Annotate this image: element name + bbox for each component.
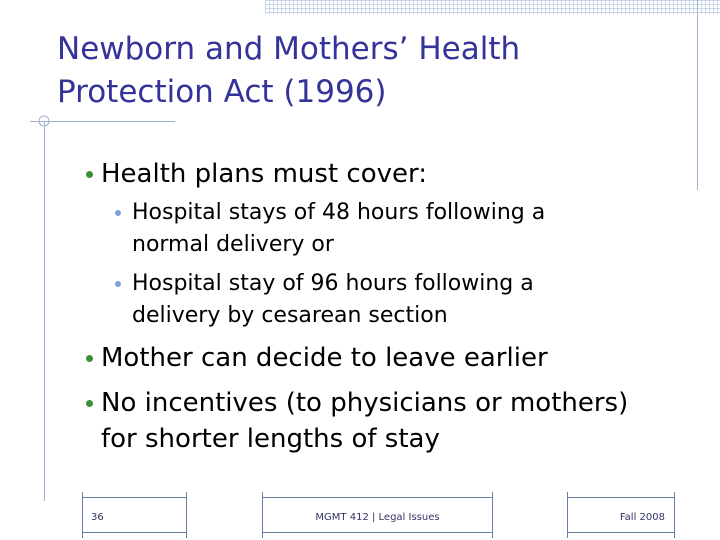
page-title bbox=[57, 28, 657, 114]
footer-page-number-box bbox=[82, 497, 187, 533]
bullet-icon bbox=[86, 400, 93, 407]
sub-bullet-icon bbox=[115, 281, 121, 287]
title-line-2: Protection Act (1996) bbox=[57, 74, 387, 110]
decorative-grid-band bbox=[265, 0, 720, 14]
bullet-health-plans: Health plans must cover: bbox=[101, 159, 427, 189]
sub-bullet-96-hours-line-1: Hospital stay of 96 hours following a bbox=[132, 271, 534, 296]
bullet-icon bbox=[86, 355, 93, 362]
crosshair-icon bbox=[30, 110, 54, 134]
footer-course-box bbox=[262, 497, 493, 533]
sub-bullet-48-hours-line-2: normal delivery or bbox=[132, 232, 334, 257]
bullet-no-incentives-line-2: for shorter lengths of stay bbox=[101, 424, 440, 454]
decorative-vertical-line-left bbox=[44, 121, 45, 501]
bullet-mother-decide: Mother can decide to leave earlier bbox=[101, 343, 548, 373]
sub-bullet-96-hours-line-2: delivery by cesarean section bbox=[132, 303, 448, 328]
decorative-vertical-line-right bbox=[697, 0, 698, 190]
title-line-1: Newborn and Mothers’ Health bbox=[57, 31, 521, 67]
footer-term: Fall 2008 bbox=[619, 512, 665, 523]
sub-bullet-48-hours-line-1: Hospital stays of 48 hours following a bbox=[132, 200, 546, 225]
footer-page-number: 36 bbox=[91, 512, 104, 523]
bullet-no-incentives-line-1: No incentives (to physicians or mothers) bbox=[101, 388, 629, 418]
sub-bullet-icon bbox=[115, 210, 121, 216]
bullet-icon bbox=[86, 171, 93, 178]
footer-term-box bbox=[567, 497, 675, 533]
footer-course: MGMT 412 | Legal Issues bbox=[315, 512, 440, 523]
